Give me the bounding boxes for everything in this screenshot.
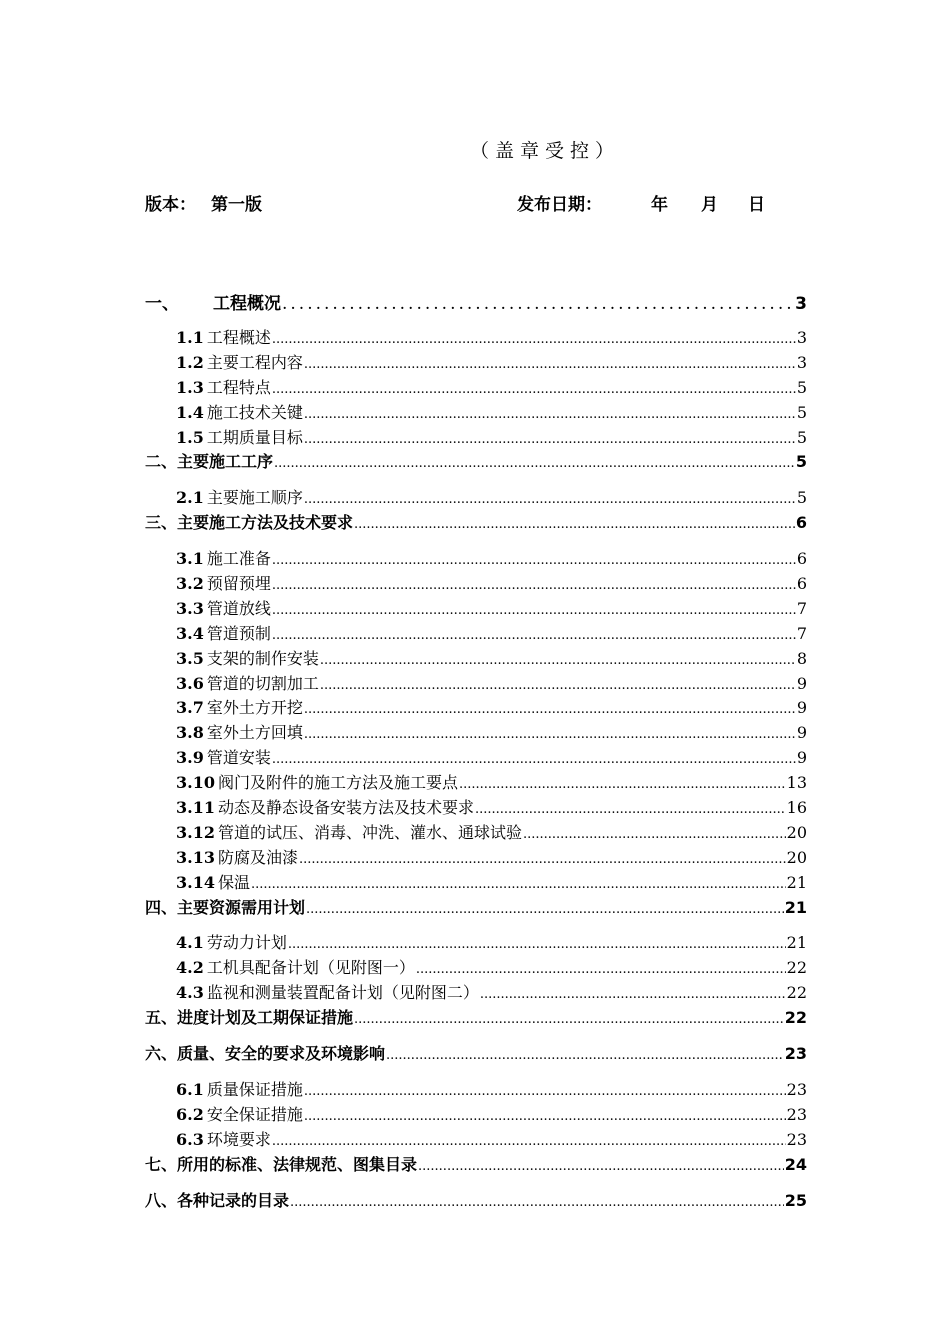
release-date-label: 发布日期： [517, 195, 602, 215]
toc-entry[interactable] [145, 1153, 807, 1178]
toc-entry-number: 1.2 [176, 352, 204, 372]
toc-entry-number: 4.1 [176, 933, 204, 953]
toc-entry-number: 3.14 [176, 872, 215, 892]
toc-entry[interactable] [145, 622, 807, 647]
toc-entry-number: 1.1 [176, 328, 204, 347]
toc-entry-title: 保温 [217, 872, 250, 892]
toc-entry-number: 3.5 [176, 648, 204, 668]
toc-entry-page: 5 [795, 452, 807, 472]
toc-entry-number: 6.3 [176, 1129, 204, 1149]
toc-entry-page: 7 [796, 598, 807, 618]
toc-entry-title: 主要施工顺序 [206, 488, 303, 508]
toc-entry-page: 24 [784, 1154, 807, 1174]
toc-entry-number: 一、 [145, 294, 179, 314]
toc-entry-title: 工程特点 [206, 377, 271, 397]
toc-entry-number: 4.2 [176, 958, 204, 978]
toc-dot-leader [306, 898, 784, 922]
toc-entry-page: 20 [786, 822, 807, 842]
toc-entry-page: 5 [796, 488, 807, 508]
toc-entry-title: 支架的制作安装 [206, 648, 319, 668]
toc-entry[interactable] [145, 1128, 807, 1153]
toc-entry[interactable] [145, 1103, 807, 1128]
toc-entry-title: 监视和测量装置配备计划（见附图二） [206, 983, 479, 1003]
toc-entry-page: 22 [784, 1008, 807, 1028]
toc-entry-page: 20 [786, 847, 807, 867]
toc-entry-page: 6 [796, 574, 807, 594]
toc-dot-leader [304, 428, 796, 452]
toc-entry[interactable] [145, 931, 807, 956]
toc-dot-leader [354, 1008, 784, 1032]
toc-entry-page: 25 [784, 1190, 807, 1210]
toc-entry-page: 6 [796, 549, 807, 569]
toc-dot-leader [272, 748, 796, 772]
toc-dot-leader [274, 452, 795, 476]
version-label: 版本： [145, 195, 196, 215]
toc-entry[interactable] [145, 486, 807, 511]
toc-entry-title: 管道预制 [206, 623, 271, 643]
toc-entry[interactable] [145, 1042, 807, 1067]
toc-entry-page: 7 [796, 623, 807, 643]
toc-dot-leader [272, 378, 796, 402]
toc-entry[interactable] [145, 981, 807, 1006]
toc-entry[interactable] [145, 511, 807, 536]
toc-dot-leader [386, 1044, 784, 1068]
toc-entry[interactable] [145, 426, 807, 451]
toc-entry-title: 安全保证措施 [206, 1104, 303, 1124]
toc-entry[interactable] [145, 746, 807, 771]
toc-dot-leader [272, 599, 796, 623]
toc-entry-title: 主要工程内容 [206, 352, 303, 372]
toc-entry-number: 1.5 [176, 427, 204, 447]
toc-entry[interactable] [145, 871, 807, 896]
toc-entry-page: 22 [786, 983, 807, 1003]
toc-entry-number: 3.13 [176, 847, 215, 867]
toc-entry-number: 3.10 [176, 773, 215, 793]
toc-entry-title: 管道放线 [206, 598, 271, 618]
toc-entry-page: 5 [796, 402, 807, 422]
toc-entry-title: 动态及静态设备安装方法及技术要求 [217, 798, 474, 818]
toc-dot-leader [304, 1105, 786, 1129]
toc-entry-title: 六、质量、安全的要求及环境影响 [145, 1044, 386, 1064]
toc-dot-leader [320, 674, 796, 698]
toc-entry-title: 二、主要施工工序 [145, 452, 274, 472]
toc-entry-title: 五、进度计划及工期保证措施 [145, 1008, 354, 1028]
toc-dot-leader [475, 798, 786, 822]
toc-entry[interactable] [145, 846, 807, 871]
toc-entry[interactable] [145, 547, 807, 572]
toc-entry-page: 3 [796, 352, 807, 372]
toc-dot-leader [304, 723, 796, 747]
toc-entry[interactable] [145, 647, 807, 672]
toc-entry-number: 3.7 [176, 698, 204, 718]
toc-dot-leader [418, 1155, 784, 1179]
toc-entry-page: 6 [795, 513, 807, 533]
toc-dot-leader [290, 1191, 784, 1215]
toc-entry[interactable] [145, 1189, 807, 1214]
toc-dot-leader [416, 958, 786, 982]
toc-dot-leader [282, 292, 794, 316]
toc-entry[interactable] [145, 572, 807, 597]
toc-entry-number: 3.11 [176, 798, 215, 818]
toc-entry[interactable] [145, 896, 807, 921]
toc-entry-title: 阀门及附件的施工方法及施工要点 [217, 773, 458, 793]
toc-entry-title: 预留预埋 [206, 574, 271, 594]
toc-entry-title: 管道的切割加工 [206, 673, 319, 693]
toc-entry-page: 23 [786, 1104, 807, 1124]
toc-dot-leader [272, 574, 796, 598]
table-of-contents [145, 292, 807, 1213]
toc-dot-leader [272, 1130, 786, 1154]
toc-entry-number: 3.6 [176, 673, 204, 693]
toc-entry-title: 管道的试压、消毒、冲洗、灌水、通球试验 [217, 822, 522, 842]
toc-entry-title: 施工技术关键 [206, 402, 303, 422]
toc-entry-number: 3.4 [176, 623, 204, 643]
version-value: 第一版 [211, 195, 262, 215]
toc-entry[interactable] [145, 956, 807, 981]
toc-entry-number: 1.4 [176, 402, 204, 422]
document-meta [145, 190, 805, 216]
toc-entry-page: 23 [786, 1129, 807, 1149]
toc-dot-leader [523, 823, 786, 847]
toc-entry-title: 室外土方开挖 [206, 698, 303, 718]
toc-dot-leader [304, 403, 796, 427]
toc-entry[interactable] [145, 721, 807, 746]
toc-entry-number: 3.8 [176, 723, 204, 743]
toc-dot-leader [272, 549, 796, 573]
controlled-stamp-note: （盖章受控） [469, 140, 620, 162]
toc-entry[interactable] [145, 450, 807, 475]
toc-entry-title: 工期质量目标 [206, 427, 303, 447]
toc-entry[interactable] [145, 597, 807, 622]
toc-entry[interactable] [145, 696, 807, 721]
toc-entry[interactable] [145, 401, 807, 426]
toc-entry-title: 三、主要施工方法及技术要求 [145, 513, 354, 533]
toc-entry-title: 室外土方回填 [206, 723, 303, 743]
toc-dot-leader [251, 873, 786, 897]
toc-entry-title: 工机具配备计划（见附图一） [206, 958, 415, 978]
toc-dot-leader [354, 513, 795, 537]
toc-entry[interactable] [145, 292, 807, 326]
toc-dot-leader [272, 328, 796, 352]
toc-entry-number: 1.3 [176, 377, 204, 397]
toc-entry-page: 22 [786, 958, 807, 978]
toc-entry-title: 八、各种记录的目录 [145, 1190, 290, 1210]
toc-entry-number: 3.3 [176, 598, 204, 618]
toc-entry-number: 3.12 [176, 822, 215, 842]
toc-dot-leader [304, 488, 796, 512]
toc-entry[interactable] [145, 771, 807, 796]
toc-entry[interactable] [145, 326, 807, 351]
toc-entry-title: 工程概述 [206, 328, 271, 347]
toc-dot-leader [480, 983, 786, 1007]
toc-entry-number: 6.2 [176, 1104, 204, 1124]
toc-dot-leader [304, 1080, 786, 1104]
toc-dot-leader [272, 624, 796, 648]
toc-entry-page: 23 [786, 1079, 807, 1099]
toc-entry-number: 3.9 [176, 748, 204, 768]
toc-entry-page: 9 [796, 698, 807, 718]
toc-entry-title: 七、所用的标准、法律规范、图集目录 [145, 1154, 418, 1174]
toc-entry[interactable] [145, 1006, 807, 1031]
toc-entry-page: 5 [796, 427, 807, 447]
toc-dot-leader [288, 933, 786, 957]
toc-entry-title: 质量保证措施 [206, 1079, 303, 1099]
toc-entry-page: 21 [786, 872, 807, 892]
toc-entry-number: 3.2 [176, 574, 204, 594]
toc-entry-number: 6.1 [176, 1079, 204, 1099]
toc-entry-title: 环境要求 [206, 1129, 271, 1149]
toc-entry-title: 劳动力计划 [206, 933, 287, 953]
toc-dot-leader [299, 848, 786, 872]
toc-dot-leader [459, 773, 786, 797]
toc-entry-page: 21 [786, 933, 807, 953]
toc-entry[interactable] [145, 672, 807, 697]
release-day: 日 [748, 195, 765, 215]
toc-entry[interactable] [145, 821, 807, 846]
toc-dot-leader [320, 649, 796, 673]
toc-entry-page: 21 [784, 897, 807, 917]
toc-entry-page: 9 [796, 748, 807, 768]
toc-entry-page: 9 [796, 673, 807, 693]
toc-entry-page: 23 [784, 1044, 807, 1064]
toc-entry-title: 管道安装 [206, 748, 271, 768]
toc-dot-leader [304, 698, 796, 722]
toc-entry[interactable] [145, 1078, 807, 1103]
toc-dot-leader [304, 353, 796, 377]
toc-entry[interactable] [145, 351, 807, 376]
toc-entry-title: 防腐及油漆 [217, 847, 298, 867]
toc-entry-page: 5 [796, 377, 807, 397]
toc-entry-page: 16 [786, 798, 807, 818]
toc-entry-title: 施工准备 [206, 549, 271, 569]
toc-entry-page: 13 [786, 773, 807, 793]
toc-entry-page: 3 [795, 294, 807, 314]
toc-entry[interactable] [145, 796, 807, 821]
toc-entry-title: 四、主要资源需用计划 [145, 897, 306, 917]
toc-entry-page: 3 [796, 328, 807, 347]
release-year: 年 [651, 195, 668, 215]
toc-entry-number: 2.1 [176, 488, 204, 508]
toc-entry-page: 8 [796, 648, 807, 668]
toc-entry[interactable] [145, 376, 807, 401]
release-month: 月 [701, 195, 718, 215]
toc-entry-number: 4.3 [176, 983, 204, 1003]
toc-entry-title: 工程概况 [213, 294, 281, 314]
toc-entry-number: 3.1 [176, 549, 204, 569]
toc-entry-page: 9 [796, 723, 807, 743]
